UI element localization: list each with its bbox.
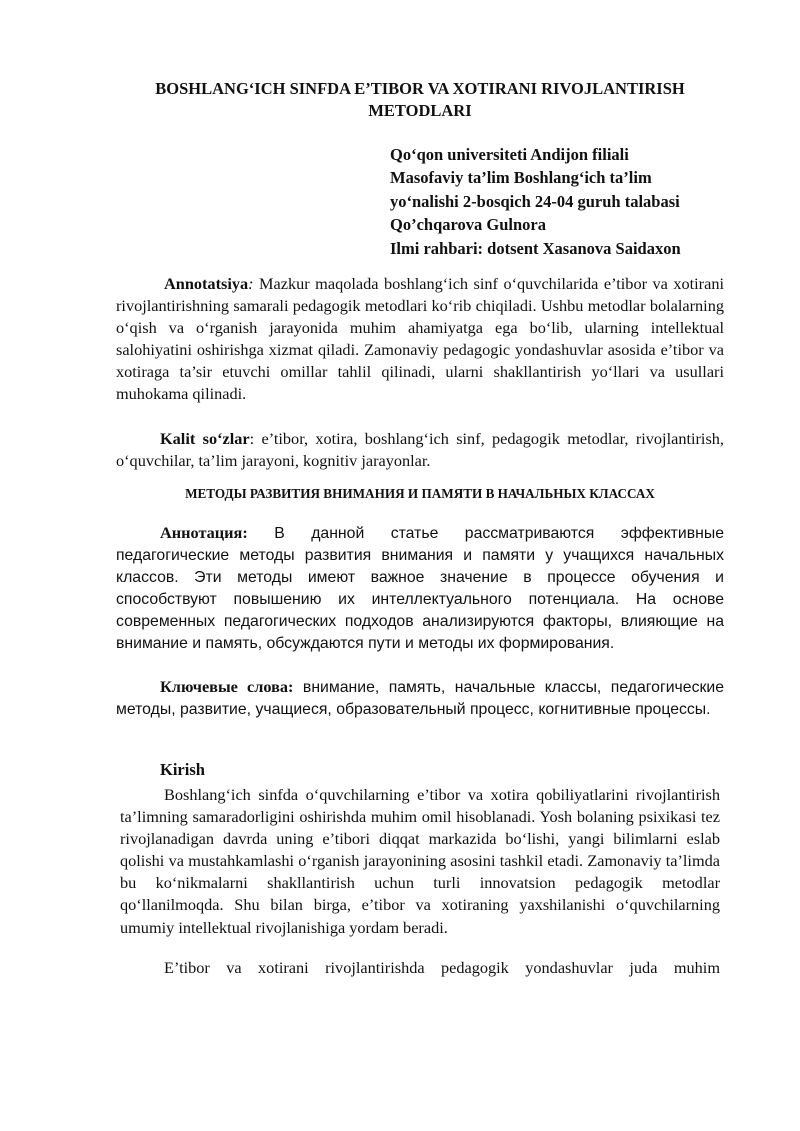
abstract-ru — [116, 522, 724, 656]
abstract-uz-label: Annotatsiya — [164, 274, 249, 293]
keywords-ru — [116, 676, 724, 721]
author-program-line: Masofaviy ta’lim Boshlang‘ich ta’lim — [390, 168, 652, 188]
abstract-uz-colon: : — [248, 274, 254, 293]
abstract-ru-text: В данной статье рассматриваются эффективные педагогические методы развития внимания и памяти у учащихся начальных классов. Эти методы имеют важное значение в процессе обучения и способствуют повышению их интеллектуального потенциала. На основе современных педагогических подходов анализируются факторы, влияющие на внимание и память, обсуждаются пути и методы их формирования. — [116, 525, 724, 653]
article-title: BOSHLANG‘ICH SINFDA E’TIBOR VA XOTIRANI RIVOJLANTIRISH METODLARI — [155, 79, 685, 120]
author-name: Qo’chqarova Gulnora — [390, 215, 547, 235]
article-title-ru: МЕТОДЫ РАЗВИТИЯ ВНИМАНИЯ И ПАМЯТИ В НАЧАЛЬНЫХ КЛАССАХ — [185, 486, 655, 501]
abstract-uz-text: Mazkur maqolada boshlang‘ich sinf o‘quvchilarida e’tibor va xotirani rivojlantirishning samarali pedagogik metodlari ko‘rib chiqiladi. Ushbu metodlar bolalarning o‘qish va o‘rganish jarayonida muhim ahamiyatga ega bo‘lib, ularning intellektual salohiyatini oshirishga xizmat qiladi. Zamonaviy pedagogic yondashuvlar asosida e’tibor va xotiraga ta’sir etuvchi omillar tahlil qilinadi, ularni shakllantirish yo‘llari va usullari muhokama qilinadi. — [116, 274, 724, 404]
keywords-uz-label: Kalit so‘zlar — [160, 429, 250, 448]
abstract-ru-label: Аннотация: — [160, 523, 248, 542]
supervisor-line: Ilmi rahbari: dotsent Xasanova Saidaxon — [390, 238, 681, 258]
keywords-ru-label: Ключевые слова: — [160, 677, 294, 696]
author-block — [390, 143, 750, 260]
intro-paragraph-1: Boshlang‘ich sinfda o‘quvchilarning e’tibor va xotira qobiliyatlarini rivojlantirish ta’limning samaradorligini oshirishda muhim omil hisoblanadi. Yosh bolaning psixikasi tez rivojlanadigan davrda uning e’tibori diqqat markazida bo‘lishi, yangi bilimlarni eslab qolishi va mustahkamlashi o‘rganish jarayonining asosini tashkil etadi. Zamonaviy ta’limda bu ko‘nikmalarni shakllantirish uchun turli innovatsion pedagogik metodlar qo‘llanilmoqda. Shu bilan birga, e’tibor va xotiraning yaxshilanishi o‘quvchilarning umumiy intellektual rivojlanishiga yordam beradi. — [120, 785, 720, 937]
author-affiliation-line: Qo‘qon universiteti Andijon filiali — [390, 145, 629, 164]
section-heading-intro: Kirish — [160, 760, 205, 779]
keywords-ru-text: внимание, память, начальные классы, педагогические методы, развитие, учащиеся, образовательный процесс, когнитивные процессы. — [116, 679, 724, 719]
abstract-uz — [116, 273, 724, 406]
keywords-uz-text: : e’tibor, xotira, boshlang‘ich sinf, pedagogik metodlar, rivojlantirish, o‘quvchilar, ta’lim jarayoni, kognitiv jarayonlar. — [116, 429, 725, 471]
intro-paragraph-2: E’tibor va xotirani rivojlantirishda pedagogik yondashuvlar juda muhim — [164, 958, 720, 977]
keywords-uz — [116, 428, 724, 472]
author-group-line: yo‘nalishi 2-bosqich 24-04 guruh talabasi — [390, 191, 680, 211]
